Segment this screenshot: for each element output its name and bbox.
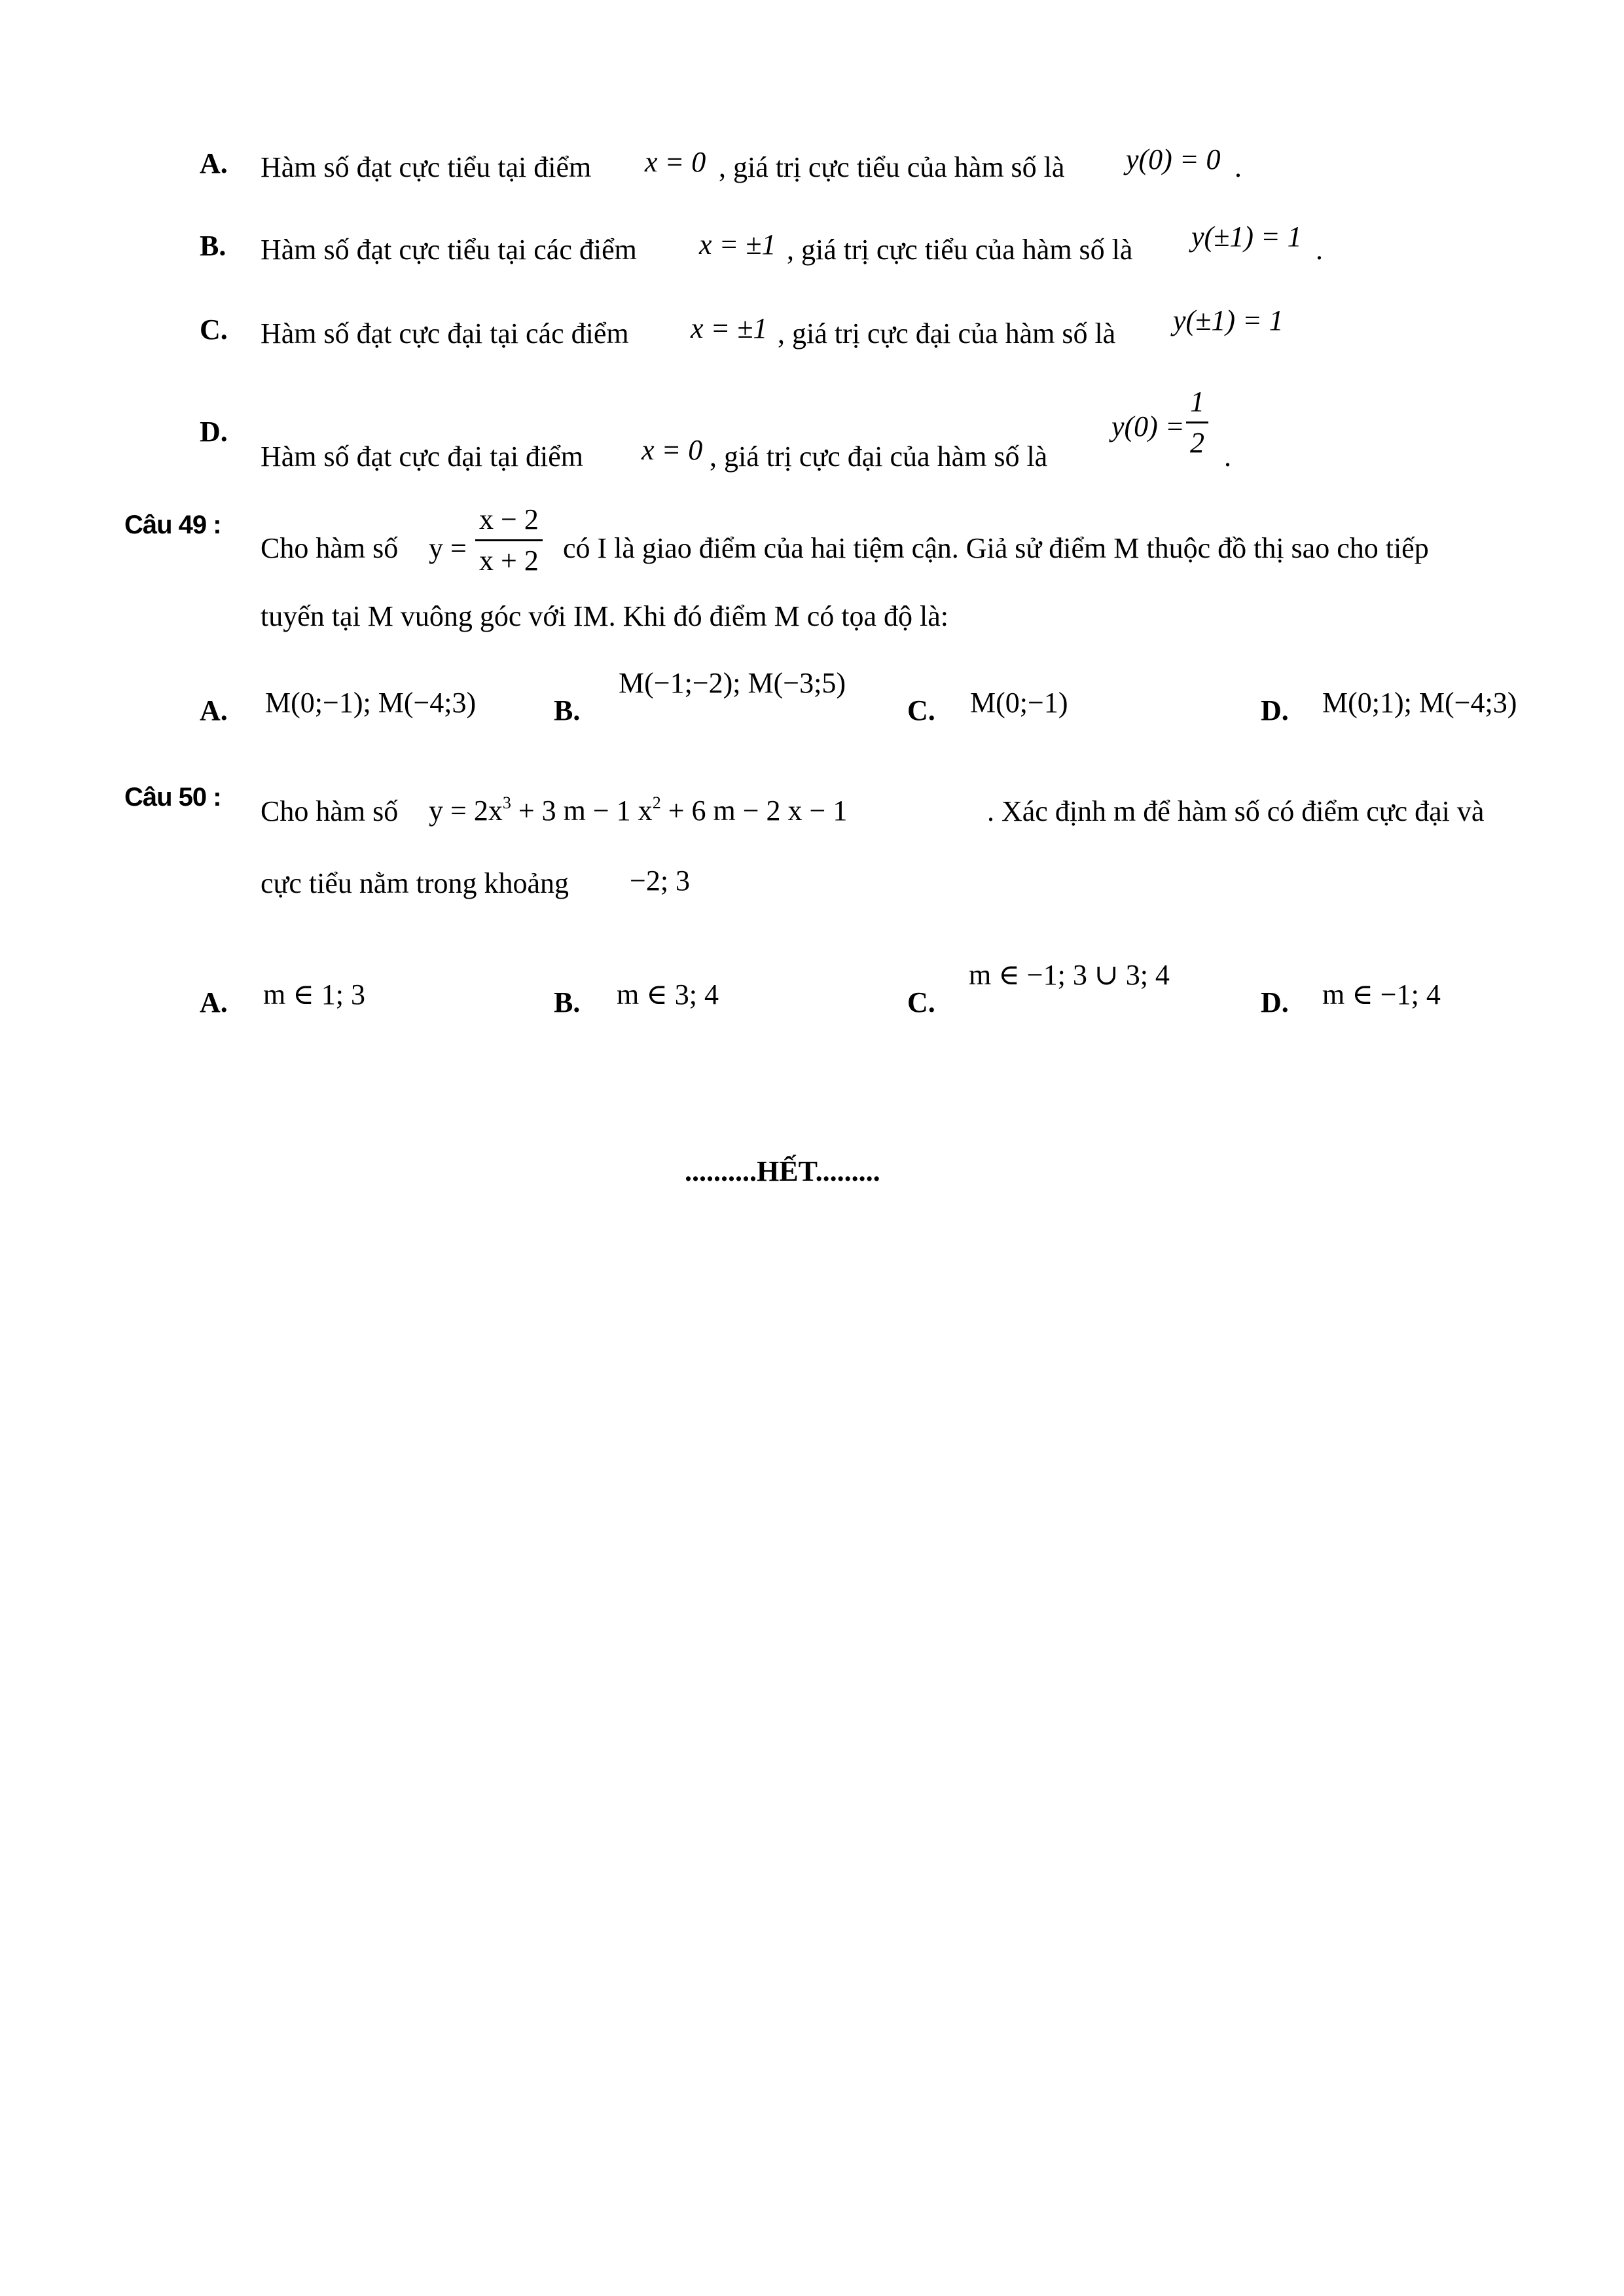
option-d-math1: x = 0 <box>641 434 703 466</box>
eq-part3: + 6 m − 2 x − 1 <box>660 795 848 827</box>
q50-option-b-value: m ∈ 3; 4 <box>617 978 719 1011</box>
option-a-text: Hàm số đạt cực tiểu tại điểm <box>261 151 592 183</box>
q49-option-a-label: A. <box>200 694 228 726</box>
q50-option-a-value: m ∈ 1; 3 <box>263 978 366 1011</box>
eq-sup1: 3 <box>502 793 511 812</box>
option-c-text: Hàm số đạt cực đại tại các điểm <box>261 317 629 350</box>
option-d-math2-lhs: y(0) = <box>1111 410 1185 442</box>
question-50-label: Câu 50 : <box>124 783 221 812</box>
q50-option-d-value: m ∈ −1; 4 <box>1322 978 1441 1011</box>
option-c-label: C. <box>200 314 228 346</box>
question-49-text-cont: có I là giao điểm của hai tiệm cận. Giả sử điểm M thuộc đồ thị sao cho tiếp <box>563 532 1429 564</box>
q49-option-d-label: D. <box>1261 694 1289 726</box>
q50-option-b-label: B. <box>554 986 581 1018</box>
option-b-label: B. <box>200 230 226 262</box>
question-50-interval: −2; 3 <box>630 865 691 897</box>
question-50-text-line2: cực tiểu nằm trong khoảng <box>261 867 569 899</box>
q49-option-b-value: M(−1;−2); M(−3;5) <box>619 667 846 699</box>
q50-option-c-label: C. <box>907 986 935 1018</box>
option-a-period: . <box>1235 151 1242 183</box>
option-a-label: A. <box>200 147 228 179</box>
question-50-text: Cho hàm số <box>261 795 399 827</box>
option-c-math1: x = ±1 <box>691 312 768 344</box>
fraction-denominator: 2 <box>1190 427 1204 459</box>
q49-option-c-label: C. <box>907 694 935 726</box>
question-50-text-cont: . Xác định m để hàm số có điểm cực đại và <box>987 795 1485 827</box>
q50-option-c-value: m ∈ −1; 3 ∪ 3; 4 <box>969 959 1170 991</box>
end-of-exam-marker: ..........HẾT......... <box>685 1155 880 1187</box>
question-49-label: Câu 49 : <box>124 511 221 539</box>
q49-option-d-value: M(0;1); M(−4;3) <box>1322 687 1517 719</box>
option-d-text2: , giá trị cực đại của hàm số là <box>710 440 1048 473</box>
option-d-text: Hàm số đạt cực đại tại điểm <box>261 440 584 473</box>
eq-sup2: 2 <box>652 793 661 812</box>
option-a-math2: y(0) = 0 <box>1126 143 1221 175</box>
question-49-text: Cho hàm số <box>261 532 399 564</box>
q49-option-b-label: B. <box>554 694 581 726</box>
option-b-period: . <box>1316 234 1323 266</box>
fraction-numerator: x − 2 <box>479 503 539 535</box>
option-c-text2: , giá trị cực đại của hàm số là <box>778 317 1116 350</box>
q49-option-c-value: M(0;−1) <box>970 687 1068 719</box>
option-d-fraction <box>1186 387 1208 457</box>
eq-part1: y = 2x <box>429 795 503 827</box>
q50-option-a-label: A. <box>200 986 228 1018</box>
fraction-numerator: 1 <box>1190 386 1204 418</box>
option-b-math2: y(±1) = 1 <box>1191 221 1302 253</box>
option-b-text: Hàm số đạt cực tiểu tại các điểm <box>261 234 637 266</box>
option-a-math1: x = 0 <box>645 146 706 178</box>
q49-option-a-value: M(0;−1); M(−4;3) <box>265 687 477 719</box>
option-b-math1: x = ±1 <box>699 228 776 260</box>
fraction-denominator: x + 2 <box>479 545 539 577</box>
option-d-label: D. <box>200 416 228 448</box>
question-49-fraction <box>475 505 543 575</box>
question-50-equation <box>429 795 847 825</box>
q50-option-d-label: D. <box>1261 986 1289 1018</box>
option-c-math2: y(±1) = 1 <box>1173 304 1284 336</box>
question-49-y-eq: y = <box>429 532 467 564</box>
option-a-text2: , giá trị cực tiểu của hàm số là <box>719 151 1065 183</box>
option-d-period: . <box>1224 440 1231 473</box>
eq-part2: + 3 m − 1 x <box>511 795 653 827</box>
question-49-text-line2: tuyến tại M vuông góc với IM. Khi đó điểm M có tọa độ là: <box>261 600 949 632</box>
option-b-text2: , giá trị cực tiểu của hàm số là <box>787 234 1133 266</box>
